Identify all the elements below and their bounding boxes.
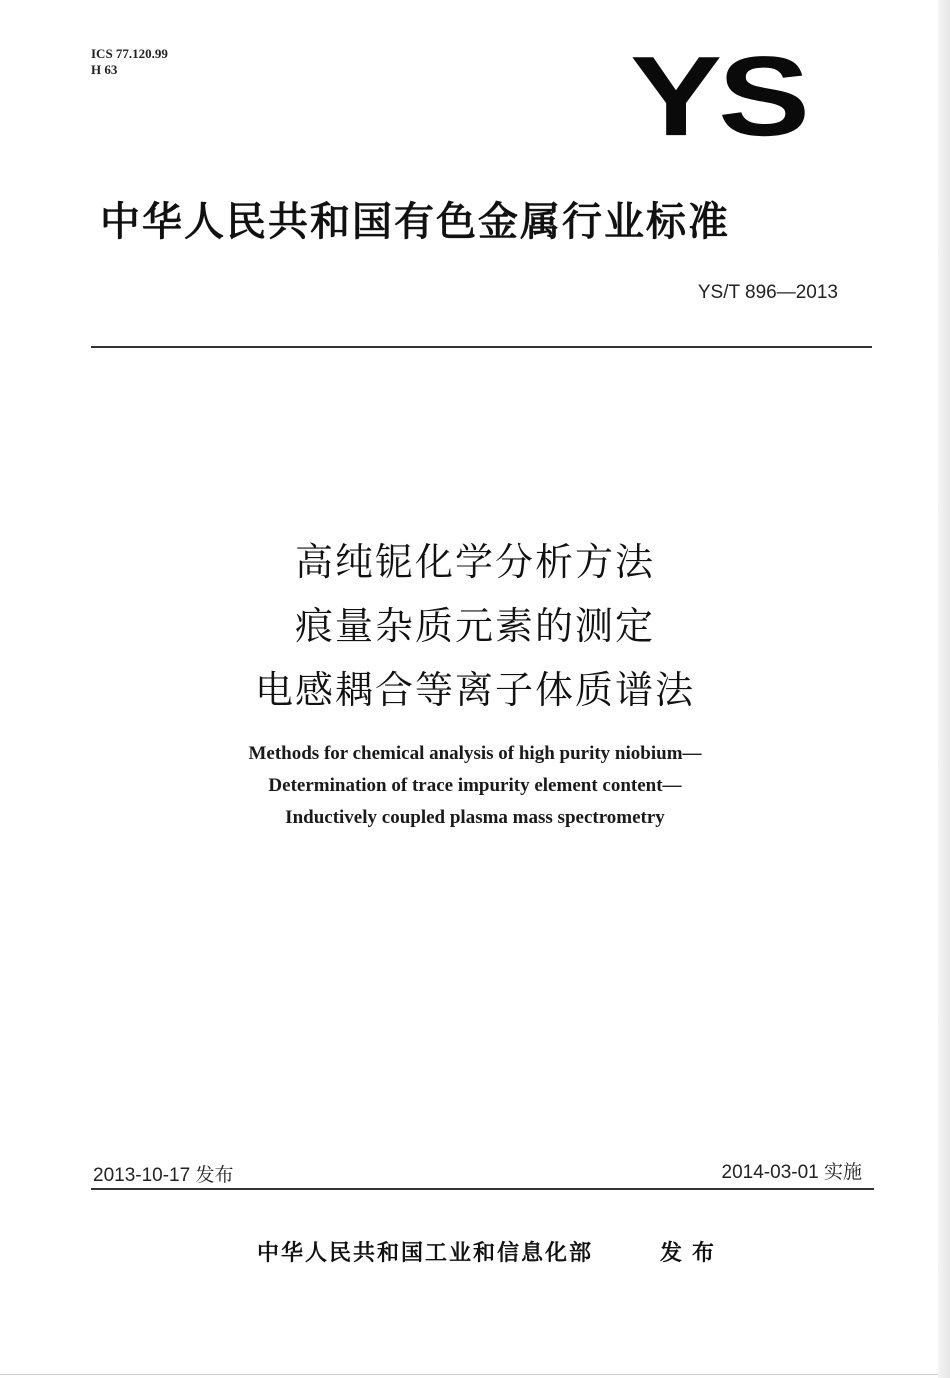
english-title-line-3: Inductively coupled plasma mass spectrometry (285, 807, 665, 828)
publish-label: 发布 (660, 1241, 725, 1266)
english-title-line-2: Determination of trace impurity element content— (268, 775, 682, 796)
chinese-title (0, 530, 950, 722)
publisher-name: 中华人民共和国工业和信息化部 (257, 1241, 594, 1266)
ics-code: ICS 77.120.99 (91, 46, 168, 61)
chinese-title-line-1: 高纯铌化学分析方法 (294, 540, 655, 584)
ys-logo: YS (630, 33, 807, 160)
footer-divider (91, 1188, 874, 1190)
page-edge-shadow (938, 0, 950, 1378)
chinese-title-line-2: 痕量杂质元素的测定 (294, 604, 655, 648)
chinese-title-line-3: 电感耦合等离子体质谱法 (254, 668, 695, 712)
standard-number: YS/T 896—2013 (697, 282, 838, 303)
english-title-line-1: Methods for chemical analysis of high purity niobium— (248, 743, 702, 764)
implementation-date: 2014-03-01 实施 (721, 1162, 862, 1183)
organization-title: 中华人民共和国有色金属行业标准 (100, 199, 730, 245)
issue-date: 2013-10-17 发布 (93, 1165, 234, 1186)
english-title (0, 738, 950, 834)
page-bottom-edge (0, 1374, 938, 1375)
ccs-code: H 63 (91, 62, 118, 77)
classification-codes (91, 46, 168, 78)
header-divider (91, 346, 872, 348)
